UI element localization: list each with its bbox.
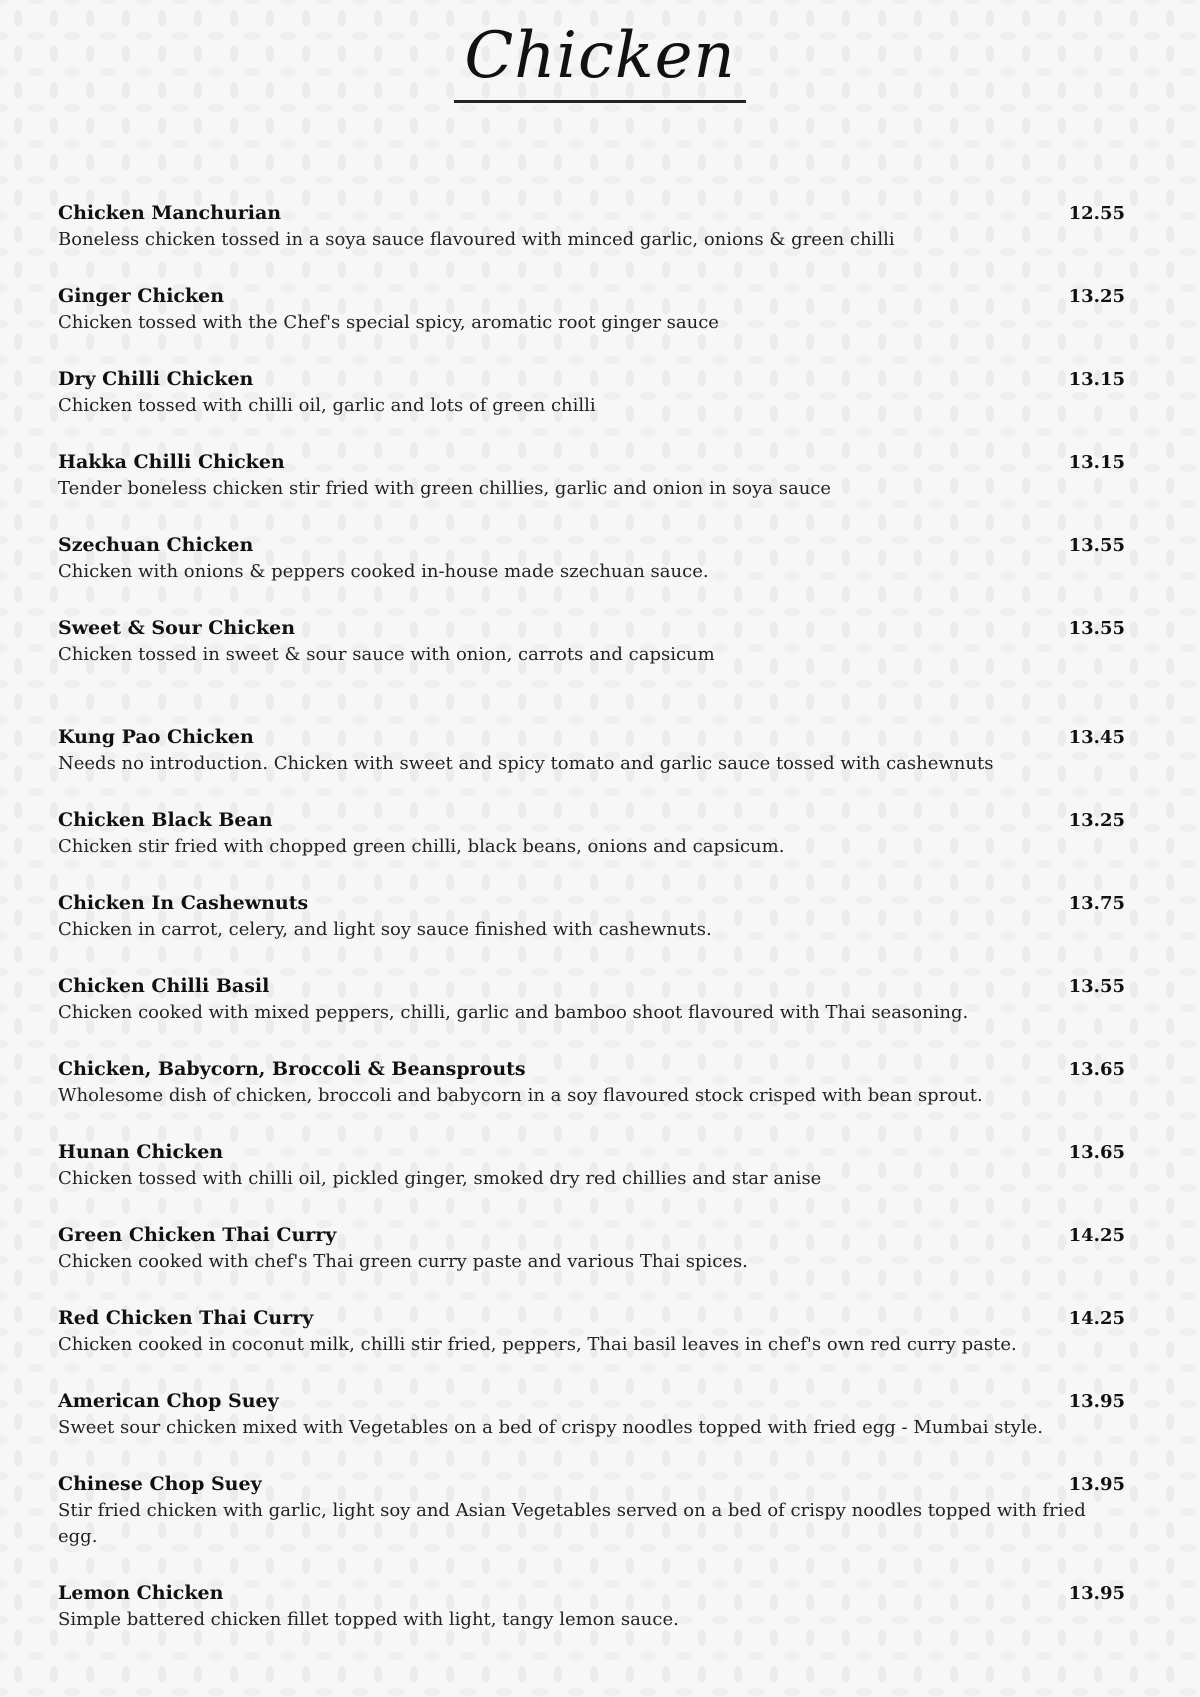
menu-item [58, 973, 1128, 1026]
item-price: 13.15 [1068, 452, 1125, 473]
item-description: Chicken cooked in coconut milk, chilli stir fried, peppers, Thai basil leaves in chef's own red curry paste. [58, 1334, 1017, 1355]
item-name: Chicken Black Bean [58, 809, 273, 831]
item-price: 13.65 [1068, 1142, 1125, 1163]
item-price: 13.25 [1068, 286, 1125, 307]
item-description: Chicken stir fried with chopped green chilli, black beans, onions and capsicum. [58, 836, 785, 857]
item-name: Lemon Chicken [58, 1582, 224, 1604]
item-price: 14.25 [1068, 1225, 1125, 1246]
item-name: Green Chicken Thai Curry [58, 1224, 337, 1246]
item-price: 13.75 [1068, 893, 1125, 914]
menu-item [58, 449, 1128, 502]
menu-item [58, 1305, 1128, 1358]
item-description: Chicken cooked with mixed peppers, chilli, garlic and bamboo shoot flavoured with Thai seasoning. [58, 1002, 969, 1023]
item-description: Chicken cooked with chef's Thai green curry paste and various Thai spices. [58, 1251, 748, 1272]
item-name: Chicken, Babycorn, Broccoli & Beansprouts [58, 1058, 526, 1080]
item-description: Chicken tossed in sweet & sour sauce with onion, carrots and capsicum [58, 644, 715, 665]
item-name: Hunan Chicken [58, 1141, 224, 1163]
menu-list [58, 200, 1128, 1663]
item-name: Szechuan Chicken [58, 534, 254, 556]
menu-item [58, 724, 1128, 777]
item-description: Chicken tossed with the Chef's special spicy, aromatic root ginger sauce [58, 312, 719, 333]
page-title: Chicken [454, 20, 745, 103]
item-name: Chinese Chop Suey [58, 1473, 262, 1495]
item-description: Tender boneless chicken stir fried with green chillies, garlic and onion in soya sauce [58, 478, 832, 499]
menu-item [58, 1139, 1128, 1192]
menu-item [58, 1471, 1128, 1550]
item-price: 13.55 [1068, 618, 1125, 639]
item-price: 14.25 [1068, 1308, 1125, 1329]
item-description: Chicken tossed with chilli oil, pickled ginger, smoked dry red chillies and star anise [58, 1168, 822, 1189]
item-description: Needs no introduction. Chicken with sweet and spicy tomato and garlic sauce tossed with cashewnuts [58, 753, 994, 774]
item-price: 13.25 [1068, 810, 1125, 831]
item-price: 13.95 [1068, 1474, 1125, 1495]
item-name: Red Chicken Thai Curry [58, 1307, 314, 1329]
title-section [0, 20, 1200, 103]
item-price: 13.15 [1068, 369, 1125, 390]
item-name: Chicken Manchurian [58, 202, 282, 224]
item-price: 13.65 [1068, 1059, 1125, 1080]
item-name: Ginger Chicken [58, 285, 225, 307]
item-price: 13.95 [1068, 1391, 1125, 1412]
menu-item [58, 200, 1128, 253]
menu-item [58, 1580, 1128, 1633]
item-price: 13.55 [1068, 976, 1125, 997]
item-description: Simple battered chicken fillet topped with light, tangy lemon sauce. [58, 1609, 679, 1630]
item-name: Hakka Chilli Chicken [58, 451, 285, 473]
item-description: Chicken with onions & peppers cooked in-house made szechuan sauce. [58, 561, 709, 582]
menu-item [58, 1388, 1128, 1441]
menu-item [58, 807, 1128, 860]
item-description: Boneless chicken tossed in a soya sauce flavoured with minced garlic, onions & green chilli [58, 229, 895, 250]
item-description: Sweet sour chicken mixed with Vegetables on a bed of crispy noodles topped with fried egg - Mumbai style. [58, 1417, 1043, 1438]
item-price: 12.55 [1068, 203, 1125, 224]
item-name: Dry Chilli Chicken [58, 368, 254, 390]
item-price: 13.45 [1068, 727, 1125, 748]
menu-item [58, 532, 1128, 585]
item-description: Wholesome dish of chicken, broccoli and babycorn in a soy flavoured stock crisped with bean sprout. [58, 1085, 983, 1106]
item-description: Stir fried chicken with garlic, light soy and Asian Vegetables served on a bed of crispy noodles topped with fried egg. [58, 1500, 1086, 1547]
item-name: Sweet & Sour Chicken [58, 617, 296, 639]
item-name: Kung Pao Chicken [58, 726, 254, 748]
menu-item [58, 1222, 1128, 1275]
menu-item [58, 366, 1128, 419]
menu-item [58, 1056, 1128, 1109]
item-description: Chicken tossed with chilli oil, garlic and lots of green chilli [58, 395, 596, 416]
item-description: Chicken in carrot, celery, and light soy sauce finished with cashewnuts. [58, 919, 712, 940]
menu-item [58, 890, 1128, 943]
item-name: Chicken Chilli Basil [58, 975, 270, 997]
item-name: Chicken In Cashewnuts [58, 892, 309, 914]
item-name: American Chop Suey [58, 1390, 279, 1412]
menu-item [58, 283, 1128, 336]
item-price: 13.55 [1068, 535, 1125, 556]
item-price: 13.95 [1068, 1583, 1125, 1604]
menu-item [58, 615, 1128, 668]
